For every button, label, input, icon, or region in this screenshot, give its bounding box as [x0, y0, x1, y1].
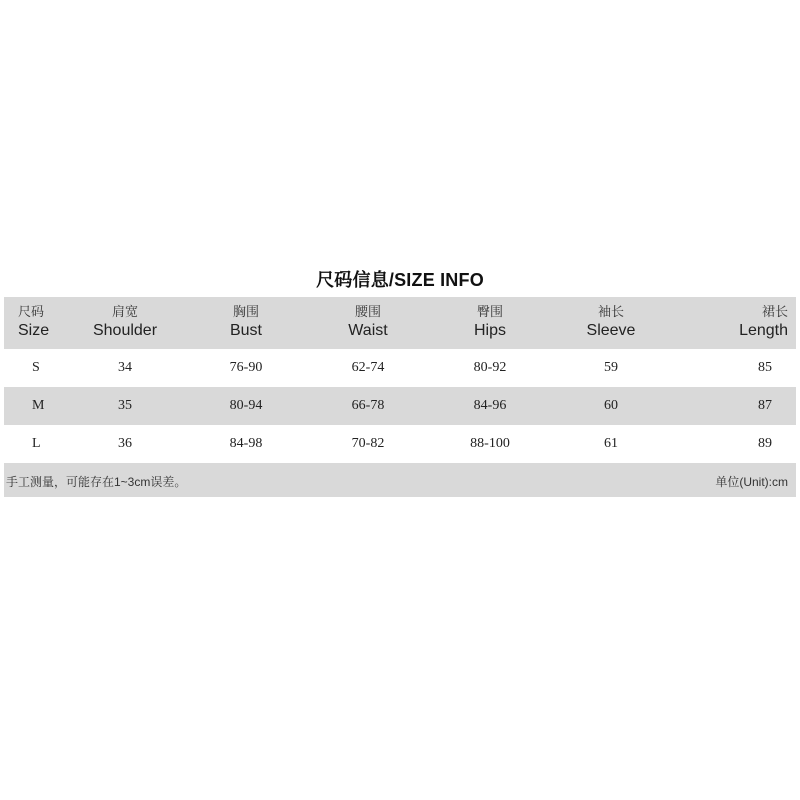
- header-shoulder-cn: 肩宽: [111, 304, 138, 319]
- cell-bust: 84-98: [229, 436, 263, 451]
- header-length: [670, 297, 796, 349]
- cell-shoulder: 35: [118, 398, 132, 413]
- header-size: [4, 297, 66, 349]
- cell-size: S: [32, 360, 40, 375]
- header-hips: [428, 297, 552, 349]
- table-row-s: [4, 349, 796, 387]
- header-shoulder: [66, 297, 184, 349]
- cell-sleeve: 60: [604, 398, 618, 413]
- header-hips-en: Hips: [473, 322, 506, 339]
- cell-bust: 76-90: [229, 360, 263, 375]
- header-waist: [308, 297, 428, 349]
- header-bust: [184, 297, 308, 349]
- header-size-cn: 尺码: [18, 304, 45, 319]
- unit-label: 单位(Unit):cm: [715, 475, 788, 489]
- cell-bust: 80-94: [229, 398, 263, 413]
- header-sleeve-cn: 袖长: [597, 304, 624, 319]
- page-title: 尺码信息/SIZE INFO: [316, 270, 484, 290]
- cell-shoulder: 36: [118, 436, 132, 451]
- cell-hips: 80-92: [473, 360, 507, 375]
- header-waist-cn: 腰围: [354, 304, 381, 319]
- header-length-en: Length: [739, 322, 788, 339]
- cell-hips: 88-100: [470, 436, 510, 451]
- cell-waist: 66-78: [351, 398, 385, 413]
- header-bust-en: Bust: [229, 322, 262, 339]
- table-row-m: [4, 387, 796, 425]
- table-header-row: [4, 297, 796, 349]
- header-size-en: Size: [18, 322, 50, 339]
- table-footer: [4, 463, 796, 497]
- cell-length: 87: [758, 398, 772, 413]
- table-row-l: [4, 425, 796, 463]
- cell-length: 85: [758, 360, 772, 375]
- header-waist-en: Waist: [348, 322, 388, 339]
- cell-shoulder: 34: [118, 360, 132, 375]
- header-length-cn: 裙长: [761, 304, 788, 319]
- measurement-note: 手工测量，可能存在1~3cm误差。: [6, 475, 187, 489]
- cell-sleeve: 59: [604, 360, 618, 375]
- header-shoulder-en: Shoulder: [92, 322, 158, 339]
- header-bust-cn: 胸围: [232, 304, 259, 319]
- cell-size: M: [32, 398, 45, 413]
- cell-size: L: [32, 436, 41, 451]
- cell-waist: 70-82: [351, 436, 385, 451]
- cell-waist: 62-74: [351, 360, 385, 375]
- header-sleeve: [552, 297, 670, 349]
- cell-hips: 84-96: [473, 398, 507, 413]
- header-sleeve-en: Sleeve: [586, 322, 636, 339]
- size-table: [4, 297, 796, 463]
- cell-length: 89: [758, 436, 772, 451]
- cell-sleeve: 61: [604, 436, 618, 451]
- header-hips-cn: 臀围: [476, 304, 503, 319]
